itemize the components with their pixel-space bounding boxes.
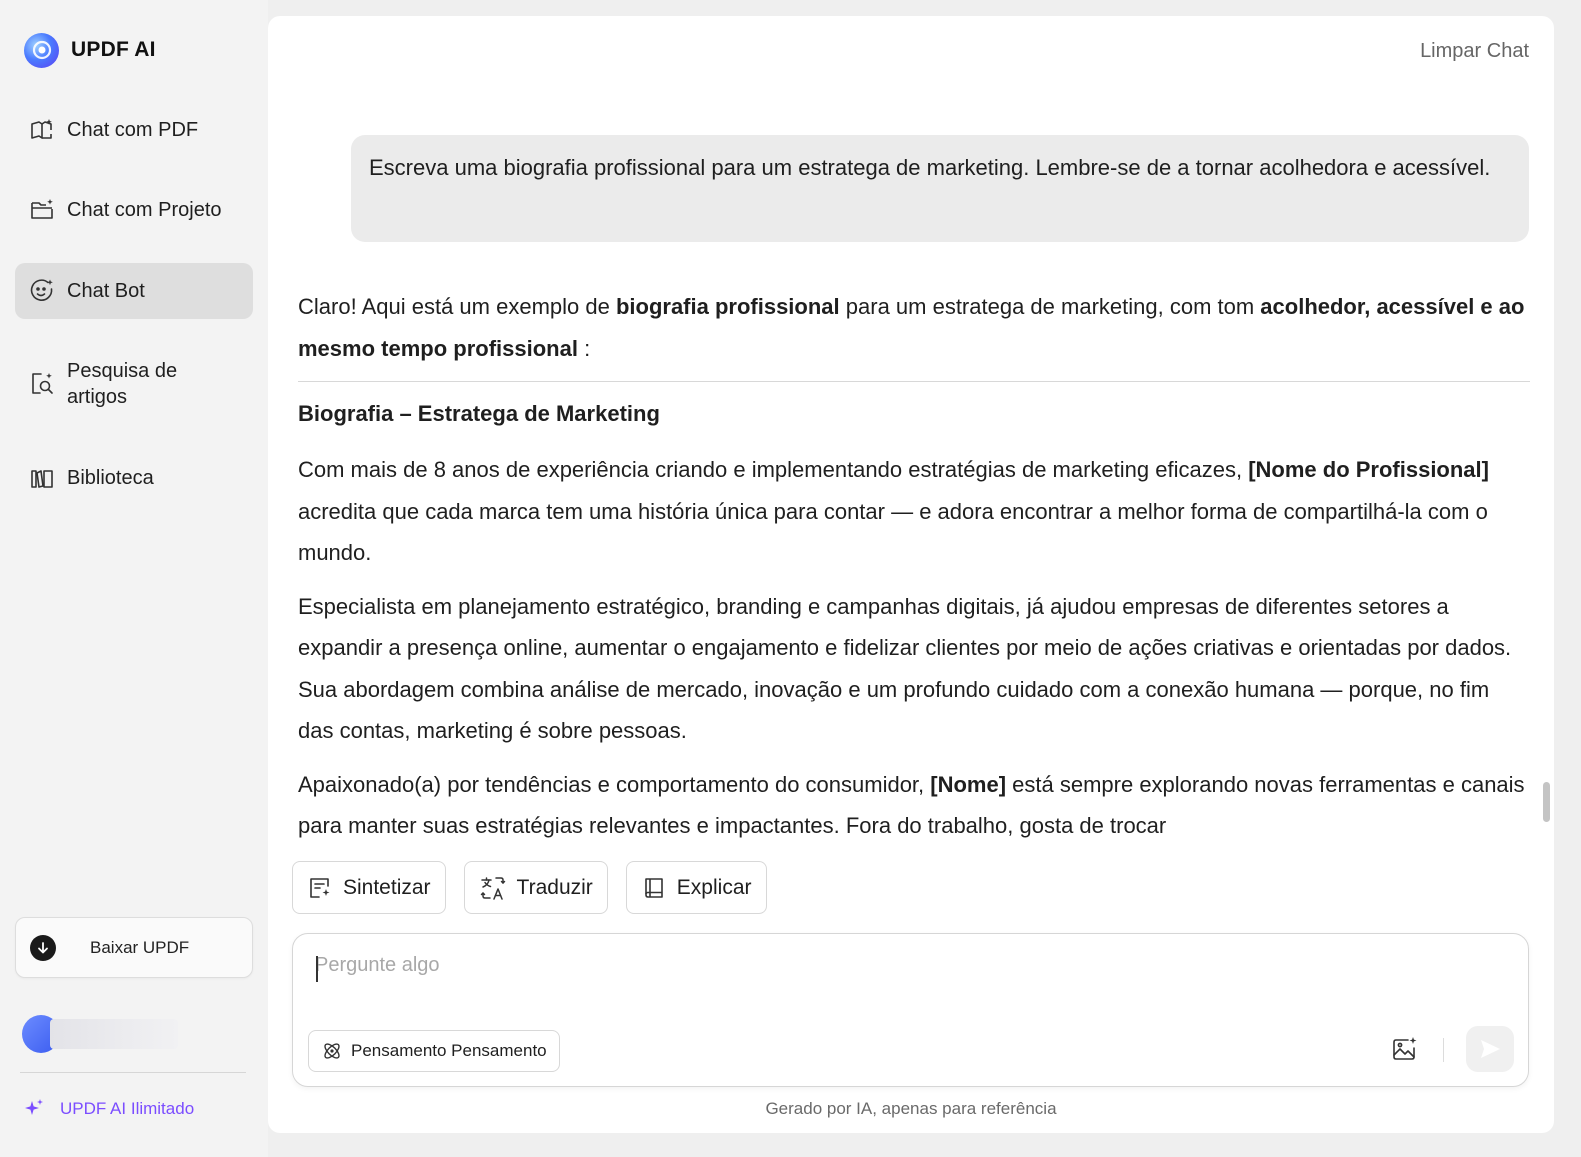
image-upload-button[interactable] xyxy=(1388,1032,1422,1066)
response-paragraph-1: Com mais de 8 anos de experiência criando e implementando estratégias de marketing eficazes, [Nome do Profissional] acredita que cada marca tem uma história única para contar — e adora encontrar a melhor forma de compartilhá-la com o mundo. xyxy=(298,457,1489,565)
summarize-label: Sintetizar xyxy=(343,875,431,899)
app-name: UPDF AI xyxy=(71,38,156,61)
response-paragraph-3: Apaixonado(a) por tendências e comportamento do consumidor, [Nome] está sempre explorando novas ferramentas e canais para manter suas estratégias relevantes e impactantes. Fora do trabalho, gosta de trocar xyxy=(298,771,1525,838)
sidebar-item-chat-bot[interactable] xyxy=(15,263,253,319)
chat-input-box xyxy=(292,933,1529,1087)
library-icon xyxy=(29,465,55,491)
ai-disclaimer: Gerado por IA, apenas para referência xyxy=(765,1099,1057,1118)
translate-label: Traduzir xyxy=(516,875,593,899)
user-account[interactable] xyxy=(22,1015,178,1053)
clear-chat-button[interactable]: Limpar Chat xyxy=(1420,40,1529,62)
upgrade-link[interactable] xyxy=(22,1097,194,1121)
quick-actions xyxy=(292,861,767,914)
text-caret xyxy=(316,956,318,982)
brand xyxy=(24,32,156,68)
image-sparkle-icon xyxy=(1391,1035,1419,1063)
response-intro: Claro! Aqui está um exemplo de biografia profissional para um estratega de marketing, com tom acolhedor, acessível e ao mesmo tempo profissional : xyxy=(298,294,1525,361)
response-paragraph-2: Especialista em planejamento estratégico, branding e campanhas digitais, já ajudou empresas de diferentes setores a expandir a presença online, aumentar o engajamento e fidelizar clientes por meio de ações criativas e orientadas por dados. Sua abordagem combina análise de mercado, inovação e um profundo cuidado com a conexão humana — porque, no fim das contas, marketing é sobre pessoas. xyxy=(298,593,1512,743)
summarize-button[interactable] xyxy=(292,861,446,914)
doc-search-icon xyxy=(29,371,55,397)
upgrade-label: UPDF AI Ilimitado xyxy=(60,1099,195,1118)
atom-icon xyxy=(321,1040,343,1062)
user-name-redacted xyxy=(50,1019,178,1049)
explain-label: Explicar xyxy=(676,875,752,899)
download-label: Baixar UPDF xyxy=(90,937,190,957)
chat-scrollbar[interactable] xyxy=(1543,782,1550,822)
response-heading: Biografia – Estratega de Marketing xyxy=(298,401,660,426)
chat-panel xyxy=(268,16,1554,1133)
translate-icon xyxy=(479,874,507,902)
folder-sparkle-icon xyxy=(29,197,55,223)
sparkle-icon xyxy=(22,1097,46,1121)
sidebar-item-biblioteca[interactable] xyxy=(15,450,253,506)
translate-button[interactable] xyxy=(464,861,608,914)
thinking-label: Pensamento Pensamento xyxy=(351,1041,547,1060)
sidebar xyxy=(0,0,268,1157)
sidebar-item-chat-pdf[interactable] xyxy=(15,102,253,158)
download-icon xyxy=(30,935,56,961)
book-icon xyxy=(641,875,667,901)
bot-face-icon xyxy=(29,278,55,304)
sidebar-item-label: Chat com PDF xyxy=(67,118,199,141)
send-icon xyxy=(1478,1037,1502,1061)
sidebar-item-chat-projeto[interactable] xyxy=(15,182,253,238)
chat-input[interactable] xyxy=(315,954,1315,994)
sidebar-item-label: Chat Bot xyxy=(67,279,145,302)
assistant-response xyxy=(298,286,1530,838)
updf-logo-icon xyxy=(24,33,59,68)
input-divider xyxy=(1443,1038,1444,1062)
summarize-icon xyxy=(307,875,333,901)
sidebar-item-label: Biblioteca xyxy=(67,466,154,489)
send-button[interactable] xyxy=(1466,1026,1514,1072)
explain-button[interactable] xyxy=(626,861,767,914)
sidebar-item-label: Chat com Projeto xyxy=(67,198,222,221)
download-updf-button[interactable] xyxy=(15,917,253,978)
divider xyxy=(20,1072,246,1073)
user-message-bubble: Escreva uma biografia profissional para um estratega de marketing. Lembre-se de a tornar acolhedora e acessível. xyxy=(351,135,1529,242)
book-sparkle-icon xyxy=(29,117,55,143)
sidebar-item-label: Pesquisa de artigos xyxy=(67,360,178,408)
response-divider xyxy=(298,381,1530,382)
thinking-toggle[interactable] xyxy=(308,1030,560,1072)
sidebar-item-pesquisa-artigos[interactable] xyxy=(15,345,253,423)
